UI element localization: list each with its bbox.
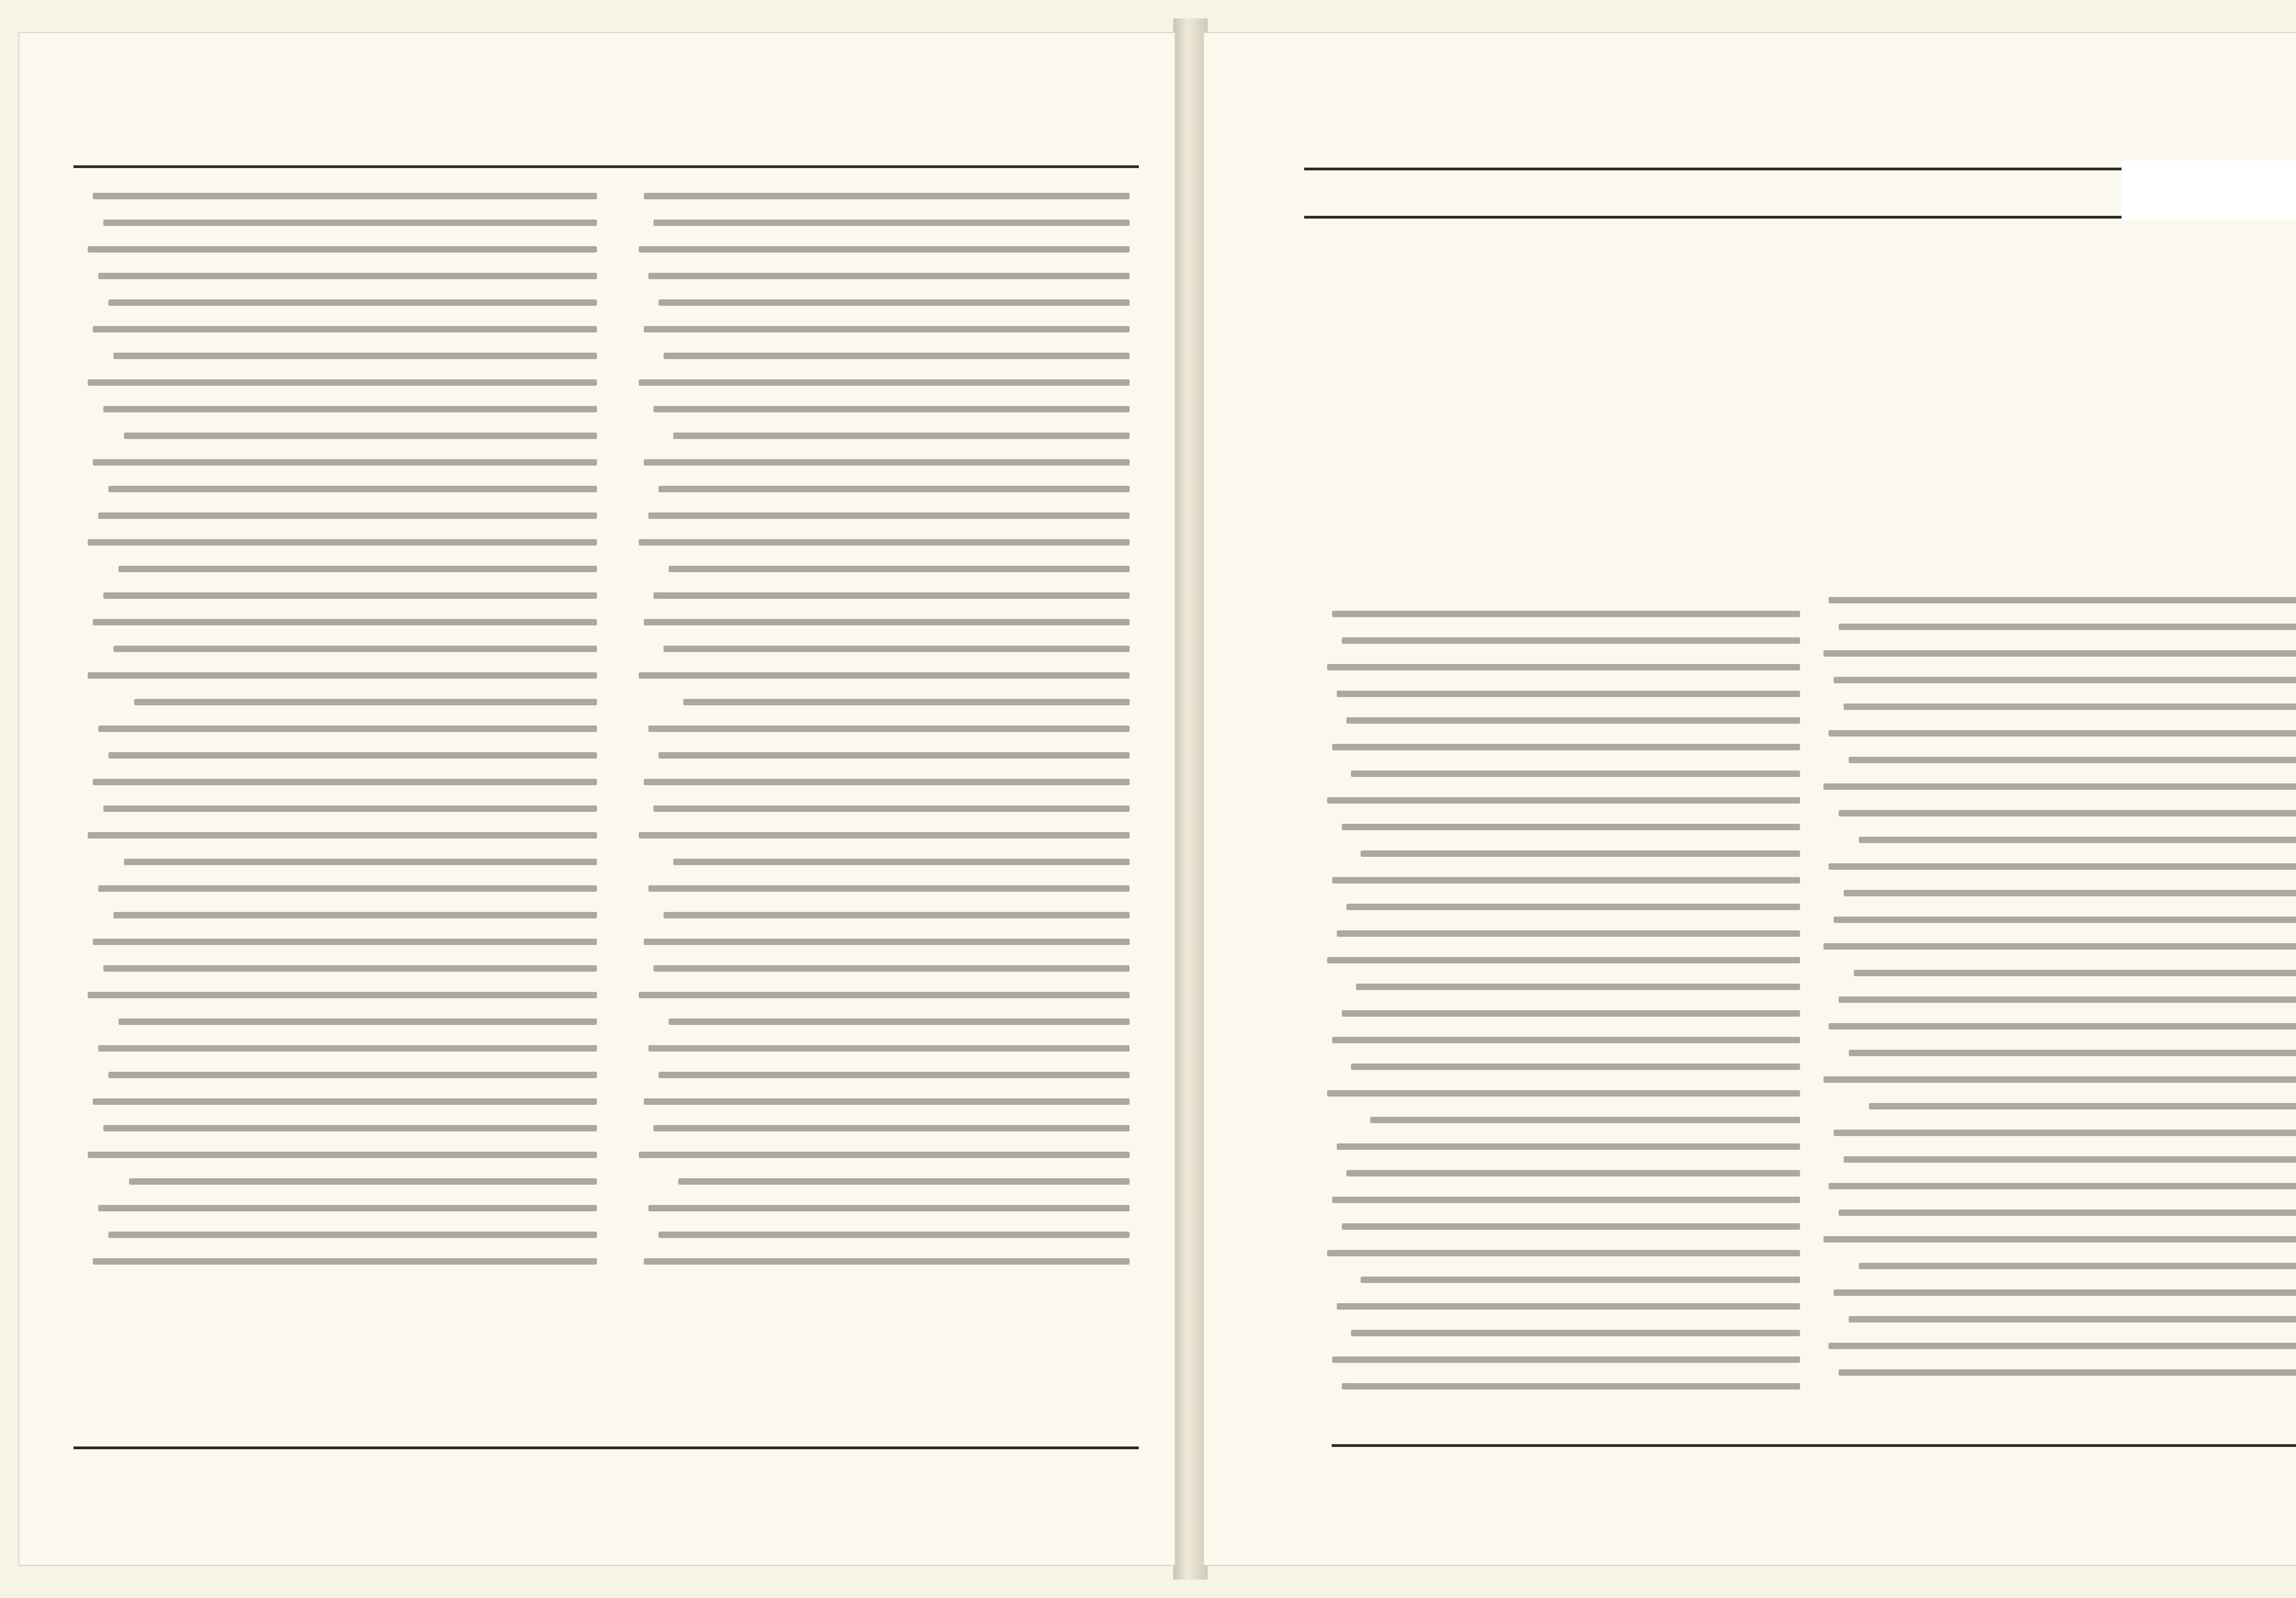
story-title bbox=[1589, 404, 2122, 505]
left-page-right-column bbox=[634, 193, 1130, 1433]
left-page-number bbox=[579, 1469, 670, 1497]
right-page-number bbox=[1754, 1469, 1846, 1497]
right-page-right-column bbox=[1818, 597, 2296, 1424]
right-page-left-column bbox=[1322, 611, 1800, 1433]
spread-gutter bbox=[1173, 18, 1208, 1580]
section-separator bbox=[340, 1414, 422, 1433]
section-header-label bbox=[2122, 161, 2296, 220]
left-page-top-rule bbox=[73, 165, 1139, 168]
author-byline bbox=[1304, 197, 1561, 262]
left-page-left-column bbox=[83, 193, 597, 1433]
right-page-bottom-rule bbox=[1332, 1444, 2296, 1447]
left-page-bottom-rule bbox=[73, 1446, 1139, 1449]
section-separator bbox=[340, 1079, 422, 1097]
